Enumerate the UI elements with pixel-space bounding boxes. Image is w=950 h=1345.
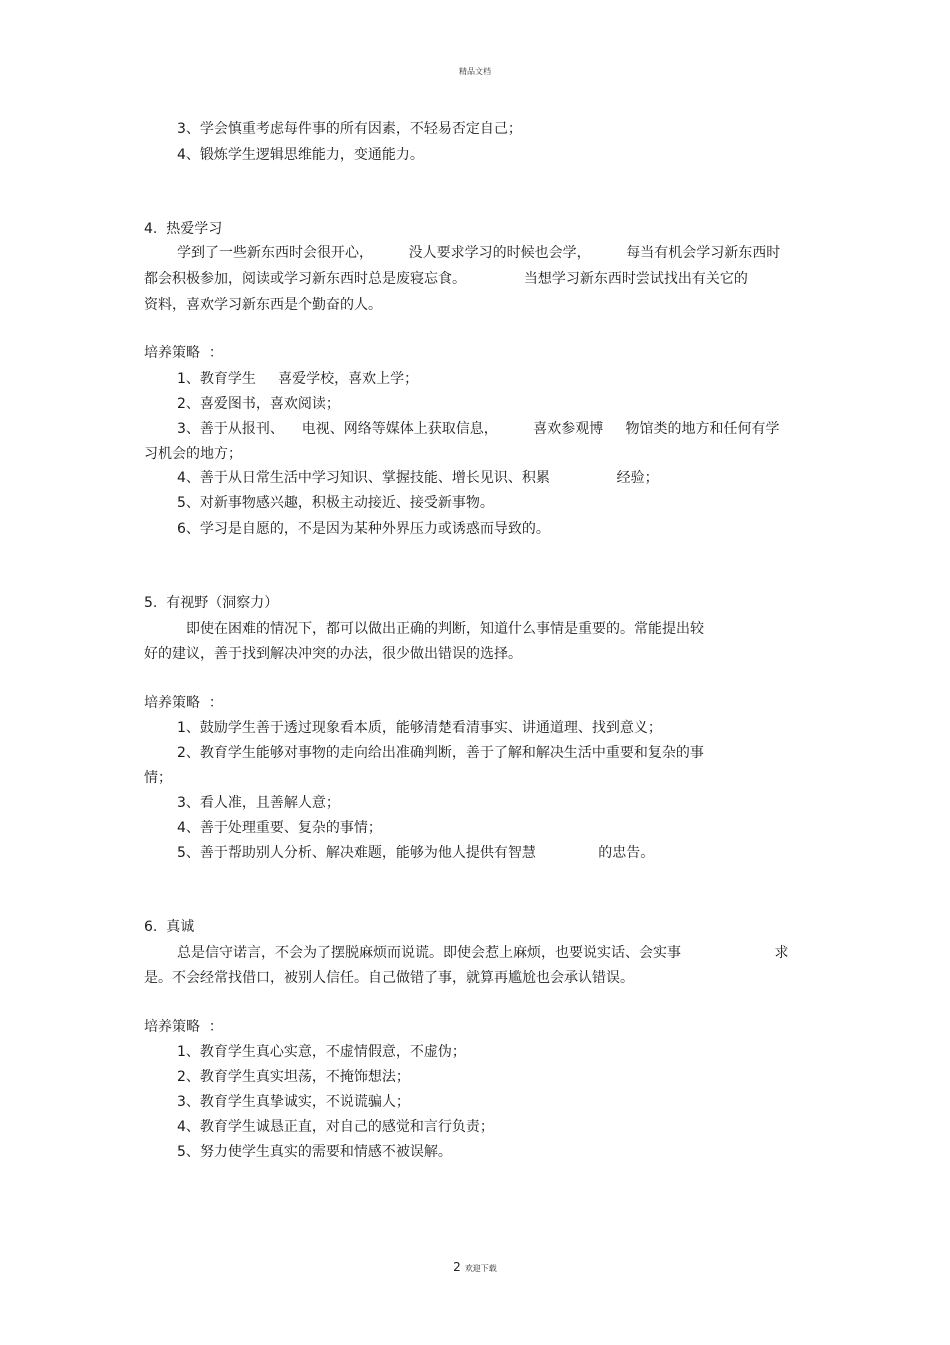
list-item: 2、教育学生能够对事物的走向给出准确判断，善于了解和解决生活中重要和复杂的事 — [177, 745, 704, 761]
paragraph-line: 总是信守诺言，不会为了摆脱麻烦而说谎。即使会惹上麻烦，也要说实话、会实事 求 — [177, 945, 789, 961]
list-item: 5、善于帮助别人分析、解决难题，能够为他人提供有智慧 的忠告。 — [177, 845, 655, 861]
list-item: 1、鼓励学生善于透过现象看本质，能够清楚看清事实、讲通道理、找到意义； — [177, 720, 662, 736]
strategy-label: 培养策略 ： — [144, 695, 223, 711]
list-item: 3、看人准，且善解人意； — [177, 795, 340, 811]
paragraph-line: 是。不会经常找借口，被别人信任。自己做错了事，就算再尴尬也会承认错误。 — [144, 970, 634, 986]
list-item: 4、教育学生诚恳正直，对自己的感觉和言行负责； — [177, 1119, 494, 1135]
strategy-label: 培养策略 ： — [144, 345, 223, 361]
section-heading: 5. 有视野（洞察力） — [144, 595, 279, 611]
paragraph-line: 学到了一些新东西时会很开心， 没人要求学习的时候也会学， 每当有机会学习新东西时 — [177, 245, 781, 261]
list-item: 1、教育学生真心实意，不虚情假意，不虚伪； — [177, 1044, 466, 1060]
list-item: 4、锻炼学生逻辑思维能力，变通能力。 — [177, 147, 424, 163]
strategy-label: 培养策略 ： — [144, 1019, 223, 1035]
list-item-continuation: 习机会的地方； — [144, 446, 242, 462]
list-item: 5、努力使学生真实的需要和情感不被误解。 — [177, 1144, 452, 1160]
paragraph-line: 资料，喜欢学习新东西是个勤奋的人。 — [144, 297, 382, 313]
paragraph-line: 即使在困难的情况下，都可以做出正确的判断，知道什么事情是重要的。常能提出较 — [186, 621, 704, 637]
list-item: 1、教育学生 喜爱学校，喜欢上学； — [177, 371, 419, 387]
list-item: 4、善于处理重要、复杂的事情； — [177, 820, 382, 836]
list-item: 2、教育学生真实坦荡，不掩饰想法； — [177, 1069, 410, 1085]
list-item: 4、善于从日常生活中学习知识、掌握技能、增长见识、积累 经验； — [177, 470, 659, 486]
list-item: 3、学会慎重考虑每件事的所有因素，不轻易否定自己； — [177, 121, 522, 137]
page-footer — [0, 1260, 950, 1274]
list-item: 3、教育学生真挚诚实，不说谎骗人； — [177, 1094, 410, 1110]
list-item: 6、学习是自愿的，不是因为某种外界压力或诱惑而导致的。 — [177, 521, 550, 537]
paragraph-line: 都会积极参加，阅读或学习新东西时总是废寝忘食。 当想学习新东西时尝试找出有关它的 — [144, 271, 748, 287]
section-heading: 6. 真诚 — [144, 919, 195, 935]
page-header: 精品文档 — [459, 67, 491, 76]
section-heading: 4. 热爱学习 — [144, 221, 223, 237]
list-item: 5、对新事物感兴趣，积极主动接近、接受新事物。 — [177, 495, 494, 511]
paragraph-line: 好的建议，善于找到解决冲突的办法，很少做出错误的选择。 — [144, 646, 522, 662]
list-item-continuation: 情； — [144, 770, 172, 786]
list-item: 2、喜爱图书，喜欢阅读； — [177, 396, 340, 412]
list-item: 3、善于从报刊、 电视、网络等媒体上获取信息， 喜欢参观博 物馆类的地方和任何有学 — [177, 421, 780, 437]
footer-note: 欢迎下载 — [464, 1264, 497, 1273]
page-number: 2 — [453, 1260, 461, 1274]
